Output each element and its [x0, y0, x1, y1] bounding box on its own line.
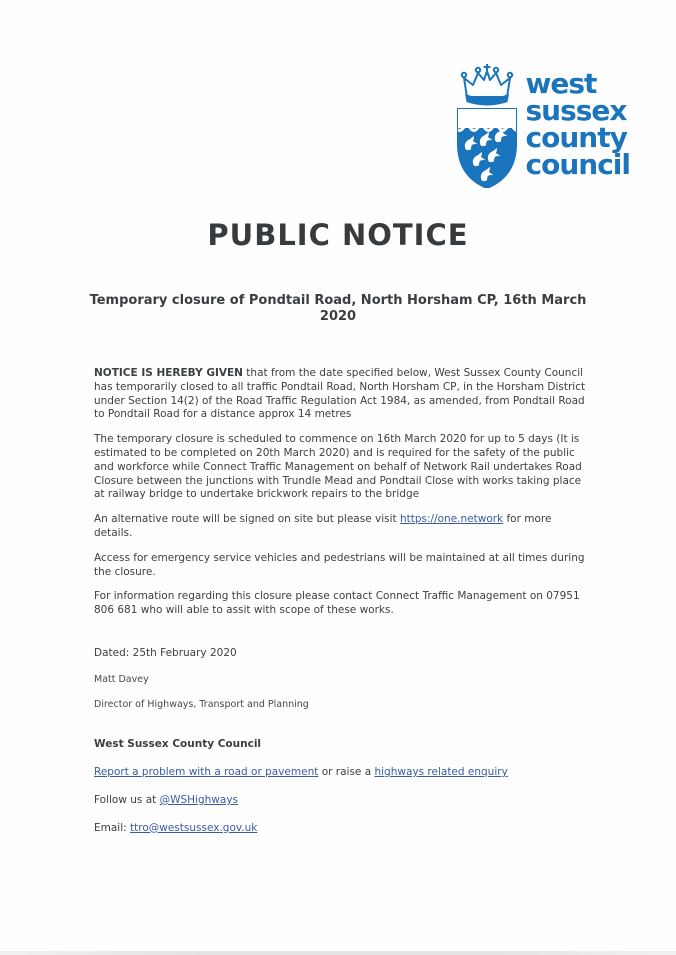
footer-email-line — [94, 822, 591, 836]
signatory-name: Matt Davey — [94, 673, 149, 685]
paragraph-contact-info: For information regarding this closure please contact Connect Traffic Management on 07951 806 681 who will able to assit with scope of these works. — [94, 590, 580, 617]
page-title: PUBLIC NOTICE — [207, 218, 469, 252]
logo-line: west — [525, 67, 597, 100]
alternative-route-text: An alternative route will be signed on site but please visit — [94, 513, 400, 526]
signatory-role: Director of Highways, Transport and Planning — [94, 698, 309, 710]
footer-links — [94, 738, 591, 835]
footer-org-name: West Sussex County Council — [94, 738, 262, 751]
follow-text: Follow us at — [94, 793, 160, 806]
council-logo — [454, 64, 631, 188]
report-line-text: or raise a — [318, 766, 375, 779]
notice-body — [94, 367, 591, 836]
footer-follow-line — [94, 794, 591, 808]
signature-block — [94, 647, 591, 711]
logo-line: county — [525, 121, 627, 154]
logo-line: sussex — [525, 94, 627, 127]
paragraph-emergency-access: Access for emergency service vehicles and pedestrians will be maintained at all times during the closure. — [94, 551, 585, 578]
twitter-handle-link[interactable]: @WSHighways — [159, 793, 239, 806]
notice-given-text: that from the date specified below, West Sussex County Council has temporarily closed to all traffic Pondtail Road, North Horsham CP, in the Horsham District under Section 14(2) of the Road Traffic Regulation Act 1984, as amended, from Pondtail Road to Pondtail Road for a distance approx 14 metres — [94, 367, 586, 421]
council-crest-icon — [454, 64, 520, 188]
notice-subtitle: Temporary closure of Pondtail Road, North Horsham CP, 16th March 2020 — [89, 293, 587, 324]
paragraph-alternative-route — [94, 513, 591, 541]
notice-given-lead: NOTICE IS HEREBY GIVEN — [94, 367, 243, 379]
footer-report-line — [94, 766, 591, 780]
council-logo-wordmark — [525, 67, 631, 181]
dated-line: Dated: 25th February 2020 — [94, 646, 237, 659]
paragraph-notice-given — [94, 367, 591, 422]
one-network-link[interactable]: https://one.network — [399, 513, 504, 526]
report-problem-link[interactable]: Report a problem with a road or pavement — [94, 766, 319, 779]
scan-edge-artifact — [0, 951, 676, 955]
logo-line: council — [525, 148, 630, 181]
paragraph-closure-schedule: The temporary closure is scheduled to commence on 16th March 2020 for up to 5 days (It is estimated to be completed on 20th March 2020) and is required for the safety of the public and workforce while Connect Traffic Management on behalf of Network Rail undertakes Road Closure between the junctions with Trundle Mead and Pondtail Close with works taking place at railway bridge to undertake brickwork repairs to the bridge — [94, 433, 582, 501]
email-label: Email: — [94, 821, 131, 834]
highways-enquiry-link[interactable]: highways related enquiry — [374, 766, 508, 779]
email-link[interactable]: ttro@westsussex.gov.uk — [130, 821, 258, 834]
alternative-route-suffix: for more details. — [94, 513, 552, 539]
